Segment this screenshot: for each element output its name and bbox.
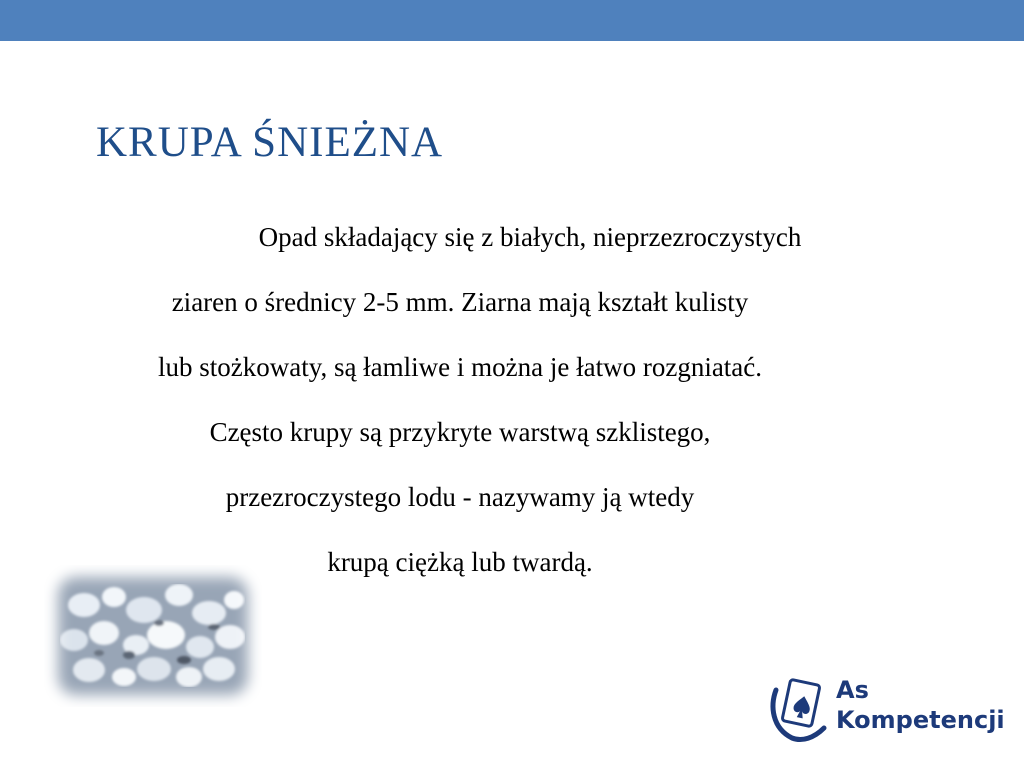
body-line-2: ziaren o średnicy 2-5 mm. Ziarna mają kształt kulisty (171, 287, 749, 317)
body-line-5: przezroczystego lodu - nazywamy ją wtedy (225, 482, 695, 512)
body-line-4: Często krupy są przykryte warstwą szklistego, (209, 417, 711, 447)
as-kompetencji-logo (766, 672, 1005, 744)
body-line-6: krupą ciężką lub twardą. (327, 547, 593, 577)
body-line-3: lub stożkowaty, są łamliwe i można je łatwo rozgniatać. (157, 352, 763, 382)
spade-card-icon (766, 672, 832, 744)
logo-text-as: As (836, 676, 869, 704)
body-line-1: Opad składający się z białych, nieprzezroczystych (258, 222, 802, 252)
logo-text-kompetencji: Kompetencji (836, 706, 1005, 734)
slide-body (40, 205, 880, 595)
snow-pellets-photo (44, 565, 262, 707)
slide-title: KRUPA ŚNIEŻNA (96, 119, 444, 166)
top-accent-bar (0, 0, 1024, 41)
